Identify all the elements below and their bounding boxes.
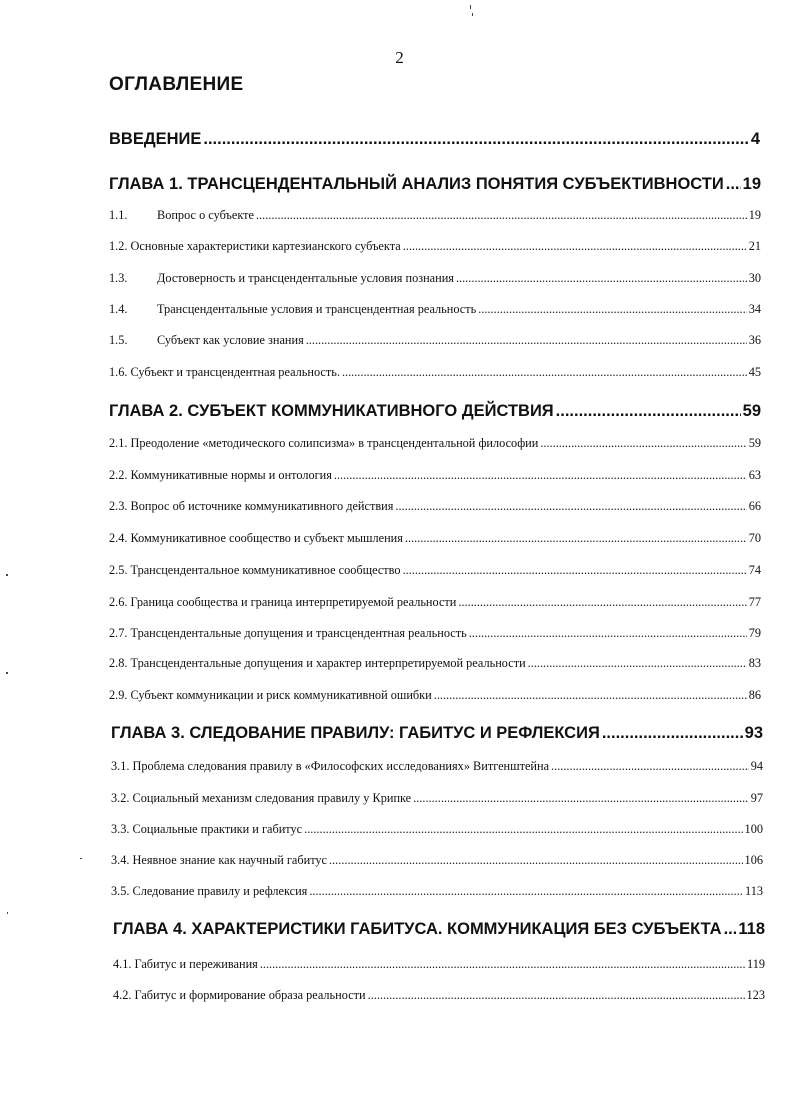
toc-section-number: 1.1. — [109, 208, 128, 222]
toc-section-page: 63 — [748, 468, 761, 482]
dot-leader — [203, 130, 748, 149]
toc-section-1-3[interactable] — [109, 271, 761, 286]
toc-entry-introduction[interactable] — [109, 130, 760, 149]
toc-section-2-9[interactable] — [109, 688, 761, 703]
toc-section-label: 1.6. Субъект и трансцендентная реальность. — [109, 365, 340, 379]
toc-section-2-4[interactable] — [109, 531, 761, 546]
toc-section-page: 113 — [745, 884, 763, 898]
dot-leader — [304, 822, 742, 837]
toc-chapter-1[interactable] — [109, 175, 761, 194]
toc-section-label: 4.2. Габитус и формирование образа реальности — [113, 988, 366, 1002]
toc-section-label: 2.6. Граница сообщества и граница интерпретируемой реальности — [109, 595, 457, 609]
dot-leader — [726, 175, 741, 194]
toc-section-page: 45 — [748, 365, 761, 379]
toc-section-label: 2.1. Преодоление «методического солипсизма» в трансцендентальной философии — [109, 436, 539, 450]
toc-chapter-page: 93 — [744, 724, 763, 742]
toc-section-2-3[interactable] — [109, 499, 761, 514]
scan-speck — [80, 858, 82, 859]
toc-section-3-1[interactable] — [111, 759, 763, 774]
toc-section-label: 2.7. Трансцендентальные допущения и трансцендентная реальность — [109, 626, 467, 640]
toc-section-page: 59 — [748, 436, 761, 450]
toc-section-4-2[interactable] — [113, 988, 765, 1003]
scan-speck — [6, 574, 8, 576]
toc-section-page: 70 — [748, 531, 761, 545]
toc-section-1-1[interactable] — [109, 208, 761, 223]
scan-speck — [472, 13, 473, 16]
toc-section-page: 97 — [750, 791, 763, 805]
dot-leader — [368, 988, 745, 1003]
toc-section-2-2[interactable] — [109, 468, 761, 483]
dot-leader — [528, 656, 747, 671]
scan-speck — [470, 5, 471, 9]
dot-leader — [456, 271, 747, 286]
toc-chapter-4[interactable] — [113, 920, 765, 939]
toc-chapter-3[interactable] — [111, 724, 763, 743]
toc-section-label: 3.4. Неявное знание как научный габитус — [111, 853, 328, 867]
toc-section-page: 123 — [746, 988, 765, 1002]
toc-section-3-5[interactable] — [111, 884, 763, 899]
toc-section-label: 3.1. Проблема следования правилу в «Философских исследованиях» Витгенштейна — [111, 759, 550, 773]
dot-leader — [395, 499, 746, 514]
toc-section-label: 1.2. Основные характеристики картезианского субъекта — [109, 239, 401, 253]
toc-section-2-6[interactable] — [109, 595, 761, 610]
toc-section-number: 1.3. — [109, 271, 128, 285]
dot-leader — [405, 531, 747, 546]
toc-chapter-2[interactable] — [109, 402, 761, 421]
toc-section-page: 94 — [750, 759, 763, 773]
dot-leader — [342, 365, 747, 380]
toc-section-page: 74 — [748, 563, 761, 577]
toc-section-page: 77 — [748, 595, 761, 609]
toc-section-label: 3.3. Социальные практики и габитус — [111, 822, 303, 836]
dot-leader — [306, 333, 747, 348]
toc-chapter-page: 19 — [742, 175, 761, 193]
dot-leader — [256, 208, 747, 223]
toc-section-page: 100 — [744, 822, 763, 836]
toc-section-3-2[interactable] — [111, 791, 763, 806]
scan-speck — [7, 912, 8, 914]
dot-leader — [478, 302, 746, 317]
dot-leader — [602, 724, 743, 743]
dot-leader — [724, 920, 737, 939]
toc-section-2-1[interactable] — [109, 436, 761, 451]
toc-section-1-6[interactable] — [109, 365, 761, 380]
toc-section-label: 3.2. Социальный механизм следования правилу у Крипке — [111, 791, 412, 805]
dot-leader — [458, 595, 746, 610]
toc-section-label: 2.3. Вопрос об источнике коммуникативного действия — [109, 499, 394, 513]
toc-section-3-3[interactable] — [111, 822, 763, 837]
page-title: ОГЛАВЛЕНИЕ — [109, 74, 244, 95]
toc-chapter-label: ГЛАВА 3. СЛЕДОВАНИЕ ПРАВИЛУ: ГАБИТУС И РЕФЛЕКСИЯ — [111, 724, 600, 742]
toc-section-label: Достоверность и трансцендентальные условия познания — [157, 271, 454, 285]
scan-speck — [6, 672, 8, 674]
dot-leader — [413, 791, 749, 806]
toc-section-2-7[interactable] — [109, 626, 761, 641]
toc-section-label: Вопрос о субъекте — [157, 208, 254, 222]
dot-leader — [329, 853, 743, 868]
dot-leader — [469, 626, 747, 641]
toc-section-label: 2.2. Коммуникативные нормы и онтология — [109, 468, 332, 482]
toc-section-page: 19 — [748, 208, 761, 222]
toc-section-page: 83 — [748, 656, 761, 670]
toc-entry-label: ВВЕДЕНИЕ — [109, 130, 202, 148]
dot-leader — [540, 436, 746, 451]
toc-section-page: 36 — [748, 333, 761, 347]
dot-leader — [260, 957, 745, 972]
dot-leader — [403, 563, 747, 578]
toc-section-label: Субъект как условие знания — [157, 333, 304, 347]
toc-section-3-4[interactable] — [111, 853, 763, 868]
toc-section-2-8[interactable] — [109, 656, 761, 671]
toc-section-page: 86 — [748, 688, 761, 702]
dot-leader — [403, 239, 747, 254]
toc-section-1-2[interactable] — [109, 239, 761, 254]
toc-section-label: 3.5. Следование правилу и рефлексия — [111, 884, 308, 898]
toc-section-page: 21 — [748, 239, 761, 253]
toc-section-1-4[interactable] — [109, 302, 761, 317]
toc-chapter-page: 118 — [738, 920, 765, 938]
toc-section-page: 66 — [748, 499, 761, 513]
toc-chapter-page: 59 — [742, 402, 761, 420]
toc-section-label: 2.5. Трансцендентальное коммуникативное сообщество — [109, 563, 401, 577]
toc-section-page: 34 — [748, 302, 761, 316]
toc-section-label: 4.1. Габитус и переживания — [113, 957, 258, 971]
toc-section-label: 2.4. Коммуникативное сообщество и субъект мышления — [109, 531, 403, 545]
dot-leader — [556, 402, 741, 421]
dot-leader — [551, 759, 749, 774]
dot-leader — [334, 468, 747, 483]
toc-chapter-label: ГЛАВА 1. ТРАНСЦЕНДЕНТАЛЬНЫЙ АНАЛИЗ ПОНЯТИЯ СУБЪЕКТИВНОСТИ — [109, 175, 724, 193]
dot-leader — [434, 688, 747, 703]
toc-section-4-1[interactable] — [113, 957, 765, 972]
toc-section-page: 30 — [748, 271, 761, 285]
toc-section-label: Трансцендентальные условия и трансцендентная реальность — [157, 302, 477, 316]
toc-section-2-5[interactable] — [109, 563, 761, 578]
toc-chapter-label: ГЛАВА 2. СУБЪЕКТ КОММУНИКАТИВНОГО ДЕЙСТВИЯ — [109, 402, 554, 420]
toc-section-number: 1.5. — [109, 333, 128, 347]
toc-section-label: 2.8. Трансцендентальные допущения и характер интерпретируемой реальности — [109, 656, 526, 670]
dot-leader — [309, 884, 743, 899]
toc-section-number: 1.4. — [109, 302, 128, 316]
toc-section-page: 79 — [748, 626, 761, 640]
toc-section-1-5[interactable] — [109, 333, 761, 348]
toc-section-page: 106 — [744, 853, 763, 867]
toc-chapter-label: ГЛАВА 4. ХАРАКТЕРИСТИКИ ГАБИТУСА. КОММУНИКАЦИЯ БЕЗ СУБЪЕКТА — [113, 920, 722, 938]
toc-section-label: 2.9. Субъект коммуникации и риск коммуникативной ошибки — [109, 688, 432, 702]
toc-section-page: 119 — [747, 957, 765, 971]
toc-entry-page: 4 — [750, 130, 760, 148]
page-number: 2 — [395, 48, 404, 67]
